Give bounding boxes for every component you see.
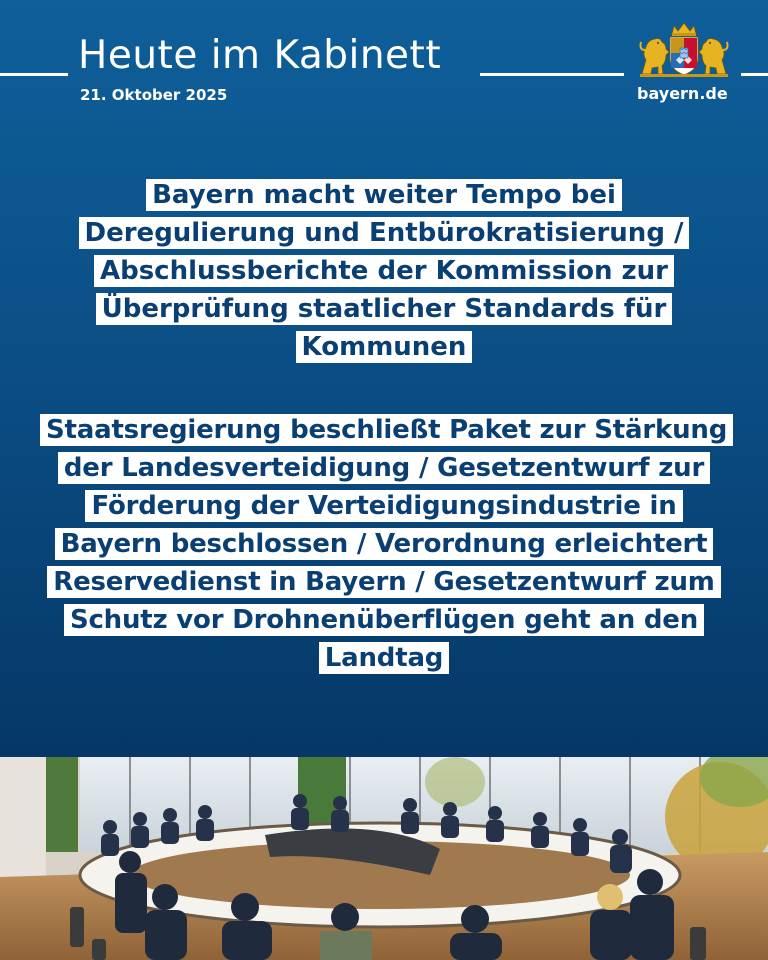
headline-defense	[40, 411, 728, 677]
headline-deregulation-text: Bayern macht weiter Tempo bei Deregulierung und Entbürokratisierung / Abschlussberichte der Kommission zur Überprüfung staatlicher Standards für Kommunen	[79, 179, 690, 363]
website-label: bayern.de	[637, 84, 728, 103]
headline-defense-text: Staatsregierung beschließt Paket zur Stärkung der Landesverteidigung / Gesetzentwurf zur Förderung der Verteidigungsindustrie in Bayern beschlossen / Verordnung erleichtert Reservedienst in Bayern / Gesetzentwurf zum Schutz vor Drohnenüberflügen geht an den Landtag	[40, 414, 733, 674]
bavarian-coat-of-arms-icon	[636, 20, 732, 78]
header-rule-right	[741, 73, 768, 76]
publication-date: 21. Oktober 2025	[80, 86, 228, 104]
header-rule-middle	[480, 73, 624, 76]
cabinet-meeting-photo	[0, 757, 768, 960]
headline-deregulation	[40, 176, 728, 366]
page-title: Heute im Kabinett	[78, 33, 442, 78]
header-rule-left	[0, 73, 68, 76]
